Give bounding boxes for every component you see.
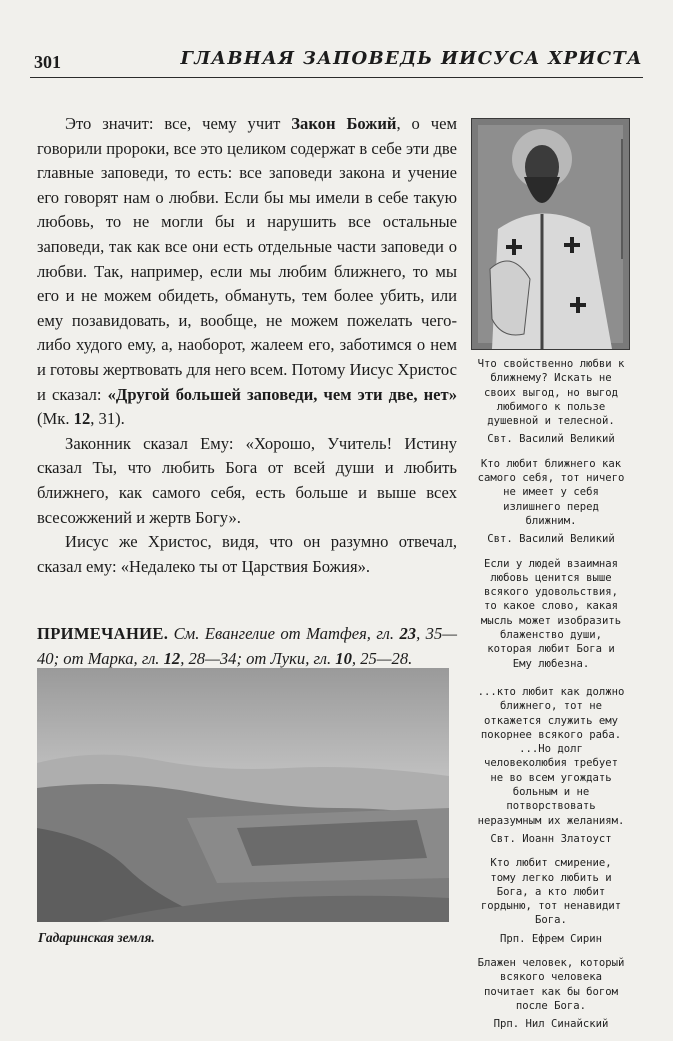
page-number: 301 [34, 52, 61, 72]
quote-5-author: Прп. Ефрем Сирин [499, 932, 603, 945]
quote-3-text: Если у людей взаимная любовь ценится выше всякого удовольствия, то какое слово, какая мысль может изобразить блаженство души, которая любит Бога и Ему любезна. [480, 557, 622, 670]
quote-4-author: Свт. Иоанн Златоуст [490, 832, 612, 845]
note-text-c: , 35—40; от Марка, гл. [37, 624, 457, 668]
sidebar-quotes [476, 357, 626, 1041]
note-chapter-mk: 12 [163, 648, 181, 668]
note-text-e: , 28—34; от Луки, гл. [180, 648, 336, 668]
p1-text-c: , о чем говорили пророки, все это целиком содержат в себе эти две главные заповеди, то есть: все заповеди закона и учение его говорят нам о любви. Если бы мы имели в себе такую любовь, то не могли бы и нарушить все остальные заповеди, так как все они есть отдельные части заповеди о любви. Так, например, если мы любим ближнего, то мы его и не можем обидеть, обмануть, тем более убить, или ему позавидовать, и, вообще, не можем пожелать чего-либо худого ему, а, наоборот, жалеем его, заботимся о нем и готовы жертвовать для него всем. Потому Иисус Христос и сказал: [37, 114, 457, 404]
header-rule [30, 77, 643, 78]
paragraph-3: Иисус же Христос, видя, что он разумно отвечал, сказал ему: «Недалеко ты от Царствия Божия». [37, 532, 457, 576]
paragraph-2: Законник сказал Ему: «Хорошо, Учитель! Истину сказал Ты, что любить Бога от всей души и любить ближнего, как самого себя, есть больше и выше всех всесожжений и жертв Богу». [37, 433, 457, 527]
quote-4-text: ...кто любит как должно ближнего, тот не откажется служить ему покорнее всякого раба. ...Но долг человеколюбия требует не во всем угождать больным и не потворствовать неразумным их желаниям. [477, 685, 625, 827]
running-title: ГЛАВНАЯ ЗАПОВЕДЬ ИИСУСА ХРИСТА [180, 48, 643, 69]
note-chapter-mt: 23 [399, 624, 417, 644]
p1-text-e: (Мк. [37, 409, 74, 429]
note-paragraph [37, 622, 457, 671]
page-header [30, 46, 643, 76]
landscape-photo [37, 668, 449, 922]
quote-1-text: Что свойственно любви к ближнему? Искать не своих выгод, но выгод любимого к пользе душевной и телесной. [477, 358, 625, 428]
p1-bold-chapter: 12 [73, 409, 91, 429]
saint-icon-image [471, 118, 630, 350]
quote-2-author: Свт. Василий Великий [487, 533, 615, 546]
quote-6-author: Прп. Нил Синайский [493, 1018, 609, 1031]
note-chapter-lk: 10 [335, 648, 352, 668]
p1-text-g: , 31). [90, 409, 125, 429]
quote-1-author: Свт. Василий Великий [487, 433, 615, 446]
quote-5-text: Кто любит смирение, тому легко любить и Бога, а кто любит гордыню, тот ненавидит Бога. [480, 857, 622, 927]
p1-bold-law: Закон Божий [291, 114, 397, 133]
quote-2-text: Кто любит ближнего как самого себя, тот ничего не имеет у себя излишнего перед ближним. [477, 457, 625, 527]
p1-bold-quote: «Другой большей заповеди, чем эти две, нет» [107, 384, 457, 404]
quote-6-text: Блажен человек, который всякого человека почитает как бы богом после Бога. [477, 956, 625, 1012]
photo-caption: Гадаринская земля. [38, 930, 155, 945]
main-text [37, 112, 457, 671]
note-label: ПРИМЕЧАНИЕ. [37, 624, 169, 644]
note-text-g: , 25—28. [351, 648, 413, 668]
note-text-a: См. Евангелие от Матфея, гл. [168, 624, 400, 644]
p1-text-a: Это значит: все, чему учит [65, 114, 292, 133]
paragraph-1 [37, 112, 457, 432]
